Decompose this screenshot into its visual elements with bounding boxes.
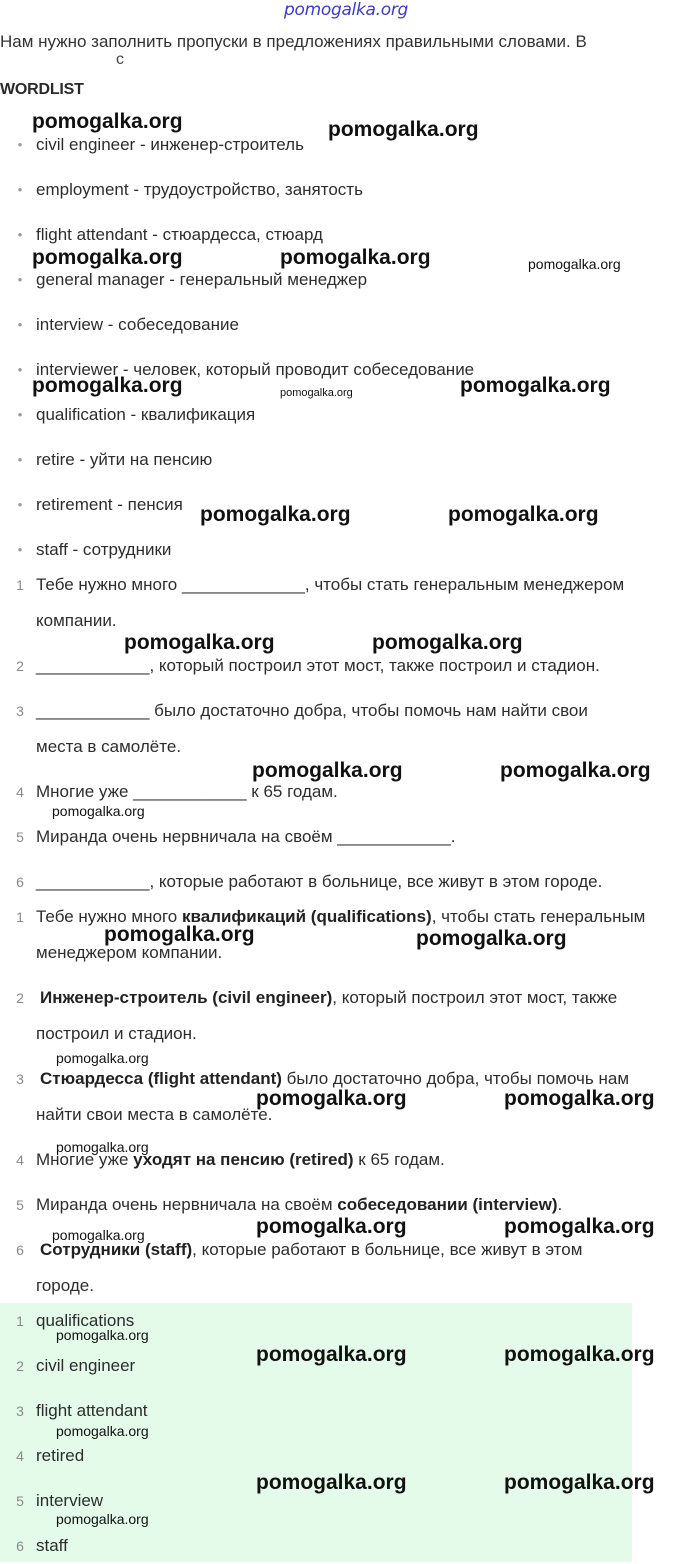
watermark-text: pomogalka.org xyxy=(504,1343,655,1366)
watermark-text: pomogalka.org xyxy=(416,927,567,950)
watermark-text: pomogalka.org xyxy=(32,110,183,133)
answer-text: flight attendant xyxy=(36,1401,148,1420)
filled-pre: Тебе нужно много xyxy=(36,907,182,926)
filled-line xyxy=(40,980,676,1016)
watermark-text: pomogalka.org xyxy=(256,1343,407,1366)
answer-number: 3 xyxy=(16,1403,24,1419)
watermark-text: pomogalka.org xyxy=(256,1215,407,1238)
watermark-text: pomogalka.org xyxy=(56,1511,149,1527)
filled-number: 2 xyxy=(16,990,24,1006)
filled-post: к 65 годам. xyxy=(353,1150,445,1169)
watermark-text: pomogalka.org xyxy=(372,631,523,654)
filled-number: 4 xyxy=(16,1152,24,1168)
exercise-line: Тебе нужно много _____________, чтобы стать генеральным менеджером xyxy=(36,575,625,594)
exercise-line: места в самолёте. xyxy=(36,737,182,756)
watermark-text: pomogalka.org xyxy=(52,1227,145,1243)
filled-post: , которые работают в больнице, все живут в этом xyxy=(192,1240,583,1259)
answer-number: 6 xyxy=(16,1538,24,1554)
answer-text: interview xyxy=(36,1491,104,1510)
exercise-line: ____________, которые работают в больнице, все живут в этом городе. xyxy=(36,872,603,891)
wordlist-heading: WORDLIST xyxy=(0,81,84,98)
answer-number: 2 xyxy=(16,1358,24,1374)
filled-answer: Стюардесса (flight attendant) xyxy=(40,1069,282,1088)
exercise-number: 4 xyxy=(16,784,24,800)
watermark-text: pomogalka.org xyxy=(500,759,651,782)
filled-line2: найти свои места в самолёте. xyxy=(36,1105,273,1124)
watermark-text: pomogalka.org xyxy=(280,387,353,399)
exercise-text xyxy=(36,864,676,900)
watermark-text: pomogalka.org xyxy=(528,256,621,272)
filled-answer: собеседовании (interview) xyxy=(337,1195,558,1214)
watermark-text: pomogalka.org xyxy=(280,246,431,269)
filled-line2: менеджером компании. xyxy=(36,943,223,962)
watermark-text: pomogalka.org xyxy=(56,1139,149,1155)
exercise-number: 3 xyxy=(16,703,24,719)
wordlist-item-text: civil engineer - инженер-строитель xyxy=(36,135,304,154)
answer-text: staff xyxy=(36,1536,68,1555)
watermark-text: pomogalka.org xyxy=(56,1050,149,1066)
watermark-text: pomogalka.org xyxy=(252,759,403,782)
exercise-line: компании. xyxy=(36,611,117,630)
exercise-line: Миранда очень нервничала на своём ____________. xyxy=(36,827,456,846)
watermark-text: pomogalka.org xyxy=(32,374,183,397)
bullet-icon: • xyxy=(17,407,23,422)
bullet-icon: • xyxy=(17,137,23,152)
exercise-number: 6 xyxy=(16,874,24,890)
watermark-text: pomogalka.org xyxy=(328,118,479,141)
bullet-icon: • xyxy=(17,182,23,197)
watermark-text: pomogalka.org xyxy=(32,246,183,269)
filled-answer: квалификаций (qualifications) xyxy=(181,907,432,926)
intro-text: Нам нужно заполнить пропуски в предложениях правильными словами. В xyxy=(0,32,587,51)
filled-post: . xyxy=(557,1195,563,1214)
wordlist-item-text: qualification - квалификация xyxy=(36,405,256,424)
watermark-text: pomogalka.org xyxy=(256,1087,407,1110)
wordlist-item-text: interviewer - человек, который проводит собеседование xyxy=(36,360,475,379)
exercise-line: ____________, который построил этот мост, также построил и стадион. xyxy=(36,656,600,675)
watermark-text: pomogalka.org xyxy=(256,1471,407,1494)
watermark-text: pomogalka.org xyxy=(504,1471,655,1494)
filled-post: , чтобы стать генеральным xyxy=(431,907,646,926)
watermark-text: pomogalka.org xyxy=(460,374,611,397)
exercise-line: ____________ было достаточно добра, чтобы помочь нам найти свои xyxy=(36,701,588,720)
answer-number: 1 xyxy=(16,1313,24,1329)
watermark-text: pomogalka.org xyxy=(504,1215,655,1238)
wordlist-item-text: general manager - генеральный менеджер xyxy=(36,270,368,289)
exercise-number: 2 xyxy=(16,658,24,674)
filled-line2: построил и стадион. xyxy=(36,1024,197,1043)
filled-answer: Инженер-строитель (civil engineer) xyxy=(40,988,333,1007)
filled-number: 1 xyxy=(16,909,24,925)
answer-text: qualifications xyxy=(36,1311,135,1330)
watermark-text: pomogalka.org xyxy=(448,503,599,526)
intro-clipped-text: с xyxy=(116,51,124,68)
bullet-icon: • xyxy=(17,227,23,242)
filled-answer: уходят на пенсию (retired) xyxy=(133,1150,354,1169)
filled-pre: Многие уже xyxy=(36,1150,134,1169)
exercise-text xyxy=(36,567,676,639)
wordlist-item-text: staff - сотрудники xyxy=(36,540,172,559)
wordlist-item-text: interview - собеседование xyxy=(36,315,239,334)
bullet-icon: • xyxy=(17,452,23,467)
wordlist-item-text: retirement - пенсия xyxy=(36,495,183,514)
wordlist-item-text: retire - уйти на пенсию xyxy=(36,450,213,469)
watermark-text: pomogalka.org xyxy=(504,1087,655,1110)
filled-line2: городе. xyxy=(36,1276,94,1295)
exercise-line: Многие уже ____________ к 65 годам. xyxy=(36,782,338,801)
answer-text: retired xyxy=(36,1446,85,1465)
watermark-text: pomogalka.org xyxy=(52,803,145,819)
watermark-text: pomogalka.org xyxy=(56,1423,149,1439)
filled-post: было достаточно добра, чтобы помочь нам xyxy=(281,1069,630,1088)
watermark-text: pomogalka.org xyxy=(104,923,255,946)
bullet-icon: • xyxy=(17,497,23,512)
filled-answer: Сотрудники (staff) xyxy=(40,1240,193,1259)
answer-number: 5 xyxy=(16,1493,24,1509)
filled-number: 5 xyxy=(16,1197,24,1213)
site-logo[interactable]: pomogalka.org xyxy=(284,0,409,20)
wordlist-item-text: employment - трудоустройство, занятость xyxy=(36,180,363,199)
filled-number: 6 xyxy=(16,1242,24,1258)
filled-text xyxy=(36,980,676,1052)
intro-clipped-line xyxy=(116,51,126,74)
filled-number: 3 xyxy=(16,1071,24,1087)
watermark-text: pomogalka.org xyxy=(124,631,275,654)
exercise-number: 5 xyxy=(16,829,24,845)
exercise-text xyxy=(36,819,676,855)
answer-text: civil engineer xyxy=(36,1356,136,1375)
bullet-icon: • xyxy=(17,362,23,377)
filled-post: , который построил этот мост, также xyxy=(332,988,618,1007)
watermark-text: pomogalka.org xyxy=(56,1327,149,1343)
wordlist-item-text: flight attendant - стюардесса, стюард xyxy=(36,225,323,244)
exercise-text xyxy=(36,693,676,765)
exercise-number: 1 xyxy=(16,577,24,593)
answer-number: 4 xyxy=(16,1448,24,1464)
filled-pre: Миранда очень нервничала на своём xyxy=(36,1195,338,1214)
bullet-icon: • xyxy=(17,317,23,332)
watermark-text: pomogalka.org xyxy=(200,503,351,526)
bullet-icon: • xyxy=(17,272,23,287)
bullet-icon: • xyxy=(17,542,23,557)
